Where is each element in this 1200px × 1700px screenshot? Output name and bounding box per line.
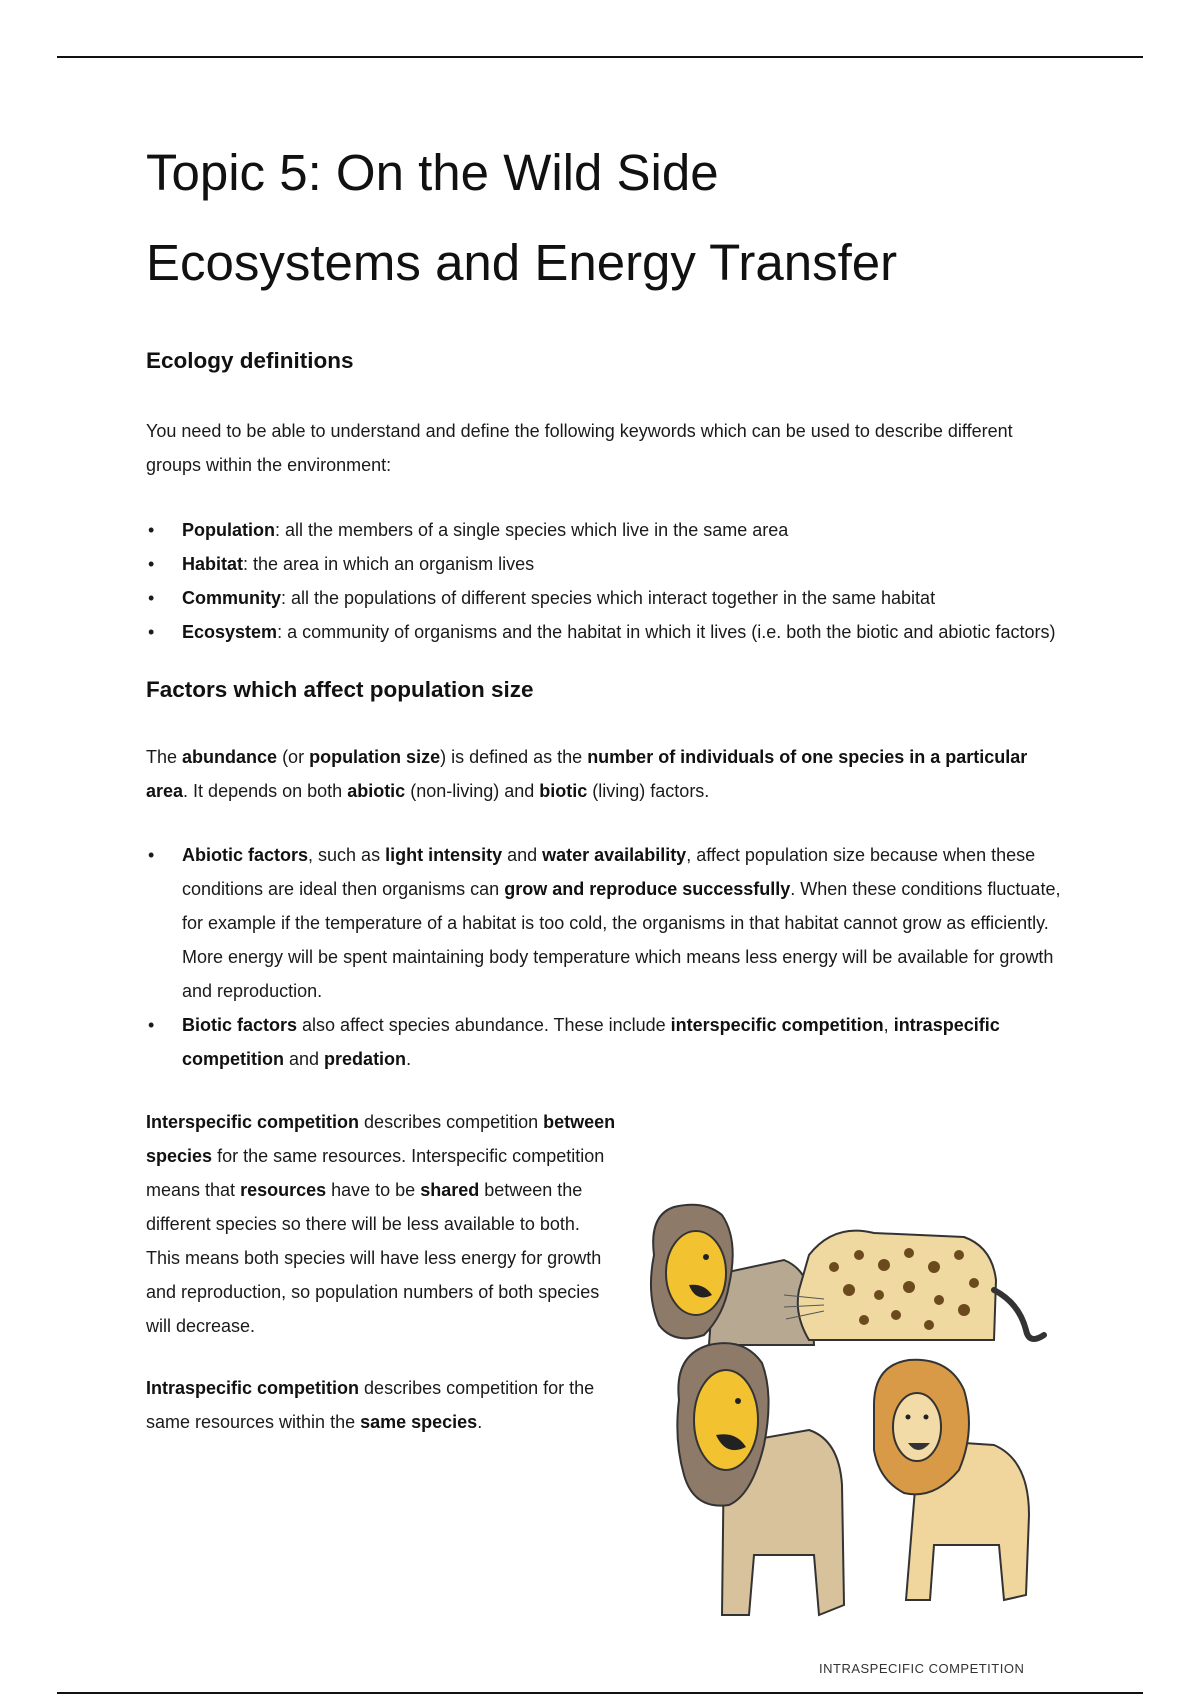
list-item bbox=[146, 547, 1066, 581]
lion-illustration bbox=[651, 1205, 814, 1345]
list-item bbox=[146, 581, 1066, 615]
competition-text bbox=[146, 1105, 616, 1439]
abundance-paragraph: The abundance (or population size) is defined as the number of individuals of one species in a particular area. It depends on both abiotic (non-living) and biotic (living) factors. bbox=[146, 747, 1028, 801]
interspecific-paragraph: Interspecific competition describes competition between species for the same resources. Interspecific competition means that resources have to be shared between the different species so there will be less available to both. This means both species will have less energy for growth and reproduction, so population numbers of both species will decrease. bbox=[146, 1112, 616, 1336]
list-item bbox=[146, 513, 1066, 547]
lion-illustration bbox=[677, 1343, 844, 1615]
section-heading-factors: Factors which affect population size bbox=[146, 677, 534, 702]
top-rule bbox=[57, 56, 1143, 58]
lion-illustration bbox=[874, 1360, 1029, 1600]
term: Ecosystem bbox=[182, 622, 278, 642]
term: Population bbox=[182, 520, 275, 540]
illustration-caption: INTRASPECIFIC COMPETITION bbox=[819, 1661, 1025, 1676]
definition: : all the members of a single species which live in the same area bbox=[275, 520, 789, 540]
bottom-rule bbox=[57, 1692, 1143, 1694]
definitions-list bbox=[146, 513, 1066, 649]
section-heading-ecology: Ecology definitions bbox=[146, 348, 354, 373]
term: Community bbox=[182, 588, 281, 608]
leopard-illustration bbox=[784, 1231, 1044, 1340]
definition: : all the populations of different species which interact together in the same habitat bbox=[281, 588, 936, 608]
page-subtitle: Ecosystems and Energy Transfer bbox=[146, 234, 898, 291]
intraspecific-paragraph: Intraspecific competition describes competition for the same resources within the same species. bbox=[146, 1378, 595, 1432]
list-item-biotic: • Biotic factors also affect species abundance. These include interspecific competition, intraspecific competition and predation. bbox=[146, 1008, 1066, 1076]
factors-list bbox=[146, 838, 1066, 1076]
list-item-abiotic: • Abiotic factors, such as light intensity and water availability, affect population size because when these conditions are ideal then organisms can grow and reproduce successfully. When these conditions fluctuate, for example if the temperature of a habitat is too cold, the organisms in that habitat cannot grow as efficiently. More energy will be spent maintaining body temperature which means less energy will be available for growth and reproduction. bbox=[146, 838, 1066, 1008]
competition-illustration bbox=[634, 1195, 1074, 1685]
definition: : the area in which an organism lives bbox=[243, 554, 535, 574]
page-title: Topic 5: On the Wild Side bbox=[146, 144, 719, 201]
definition: : a community of organisms and the habitat in which it lives (i.e. both the biotic and abiotic factors) bbox=[277, 622, 1056, 642]
term: Habitat bbox=[182, 554, 244, 574]
ecology-intro: You need to be able to understand and define the following keywords which can be used to describe different groups within the environment: bbox=[146, 421, 1013, 475]
list-item bbox=[146, 615, 1066, 649]
